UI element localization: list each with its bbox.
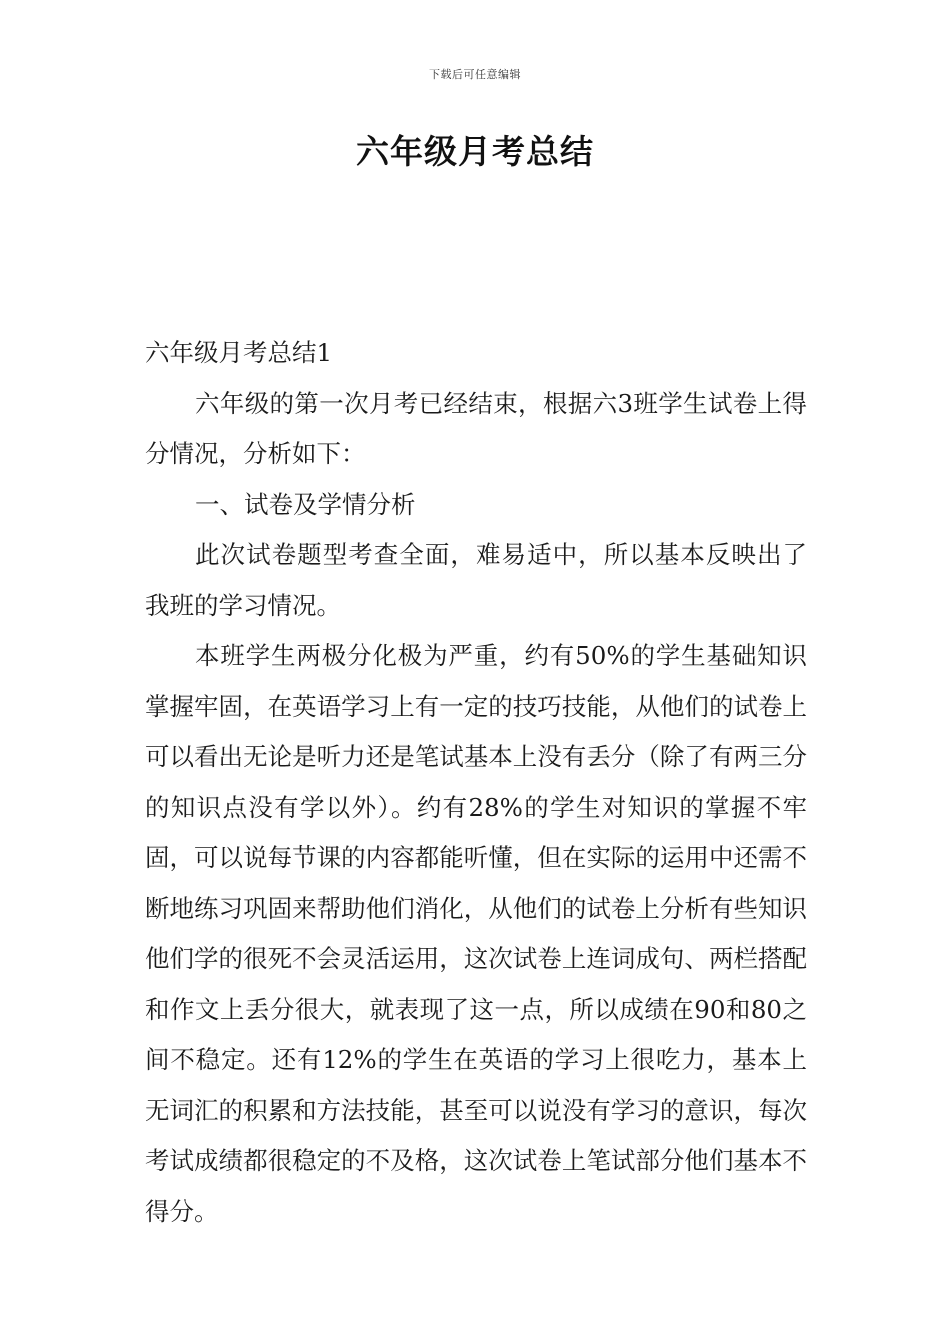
header-note: 下载后可任意编辑 [429,68,521,81]
paragraph-student-analysis: 本班学生两极分化极为严重，约有50%的学生基础知识掌握牢固，在英语学习上有一定的技巧技能，从他们的试卷上可以看出无论是听力还是笔试基本上没有丢分（除了有两三分的知识点没有学以外）。约有28%的学生对知识的掌握不牢固，可以说每节课的内容都能听懂，但在实际的运用中还需不断地练习巩固来帮助他们消化，从他们的试卷上分析有些知识他们学的很死不会灵活运用，这次试卷上连词成句、两栏搭配和作文上丢分很大，就表现了这一点，所以成绩在90和80之间不稳定。还有12%的学生在英语的学习上很吃力，基本上无词汇的积累和方法技能，甚至可以说没有学习的意识，每次考试成绩都很稳定的不及格，这次试卷上笔试部分他们基本不得分。 [145,641,807,1226]
document-body [145,328,807,1237]
document-title: 六年级月考总结 [356,132,594,171]
paragraph-exam-overview: 此次试卷题型考查全面，难易适中，所以基本反映出了我班的学习情况。 [145,540,807,620]
subheading-analysis: 一、试卷及学情分析 [195,489,416,519]
section-title: 六年级月考总结1 [145,338,333,367]
paragraph-intro: 六年级的第一次月考已经结束，根据六3班学生试卷上得分情况，分析如下： [145,388,807,468]
